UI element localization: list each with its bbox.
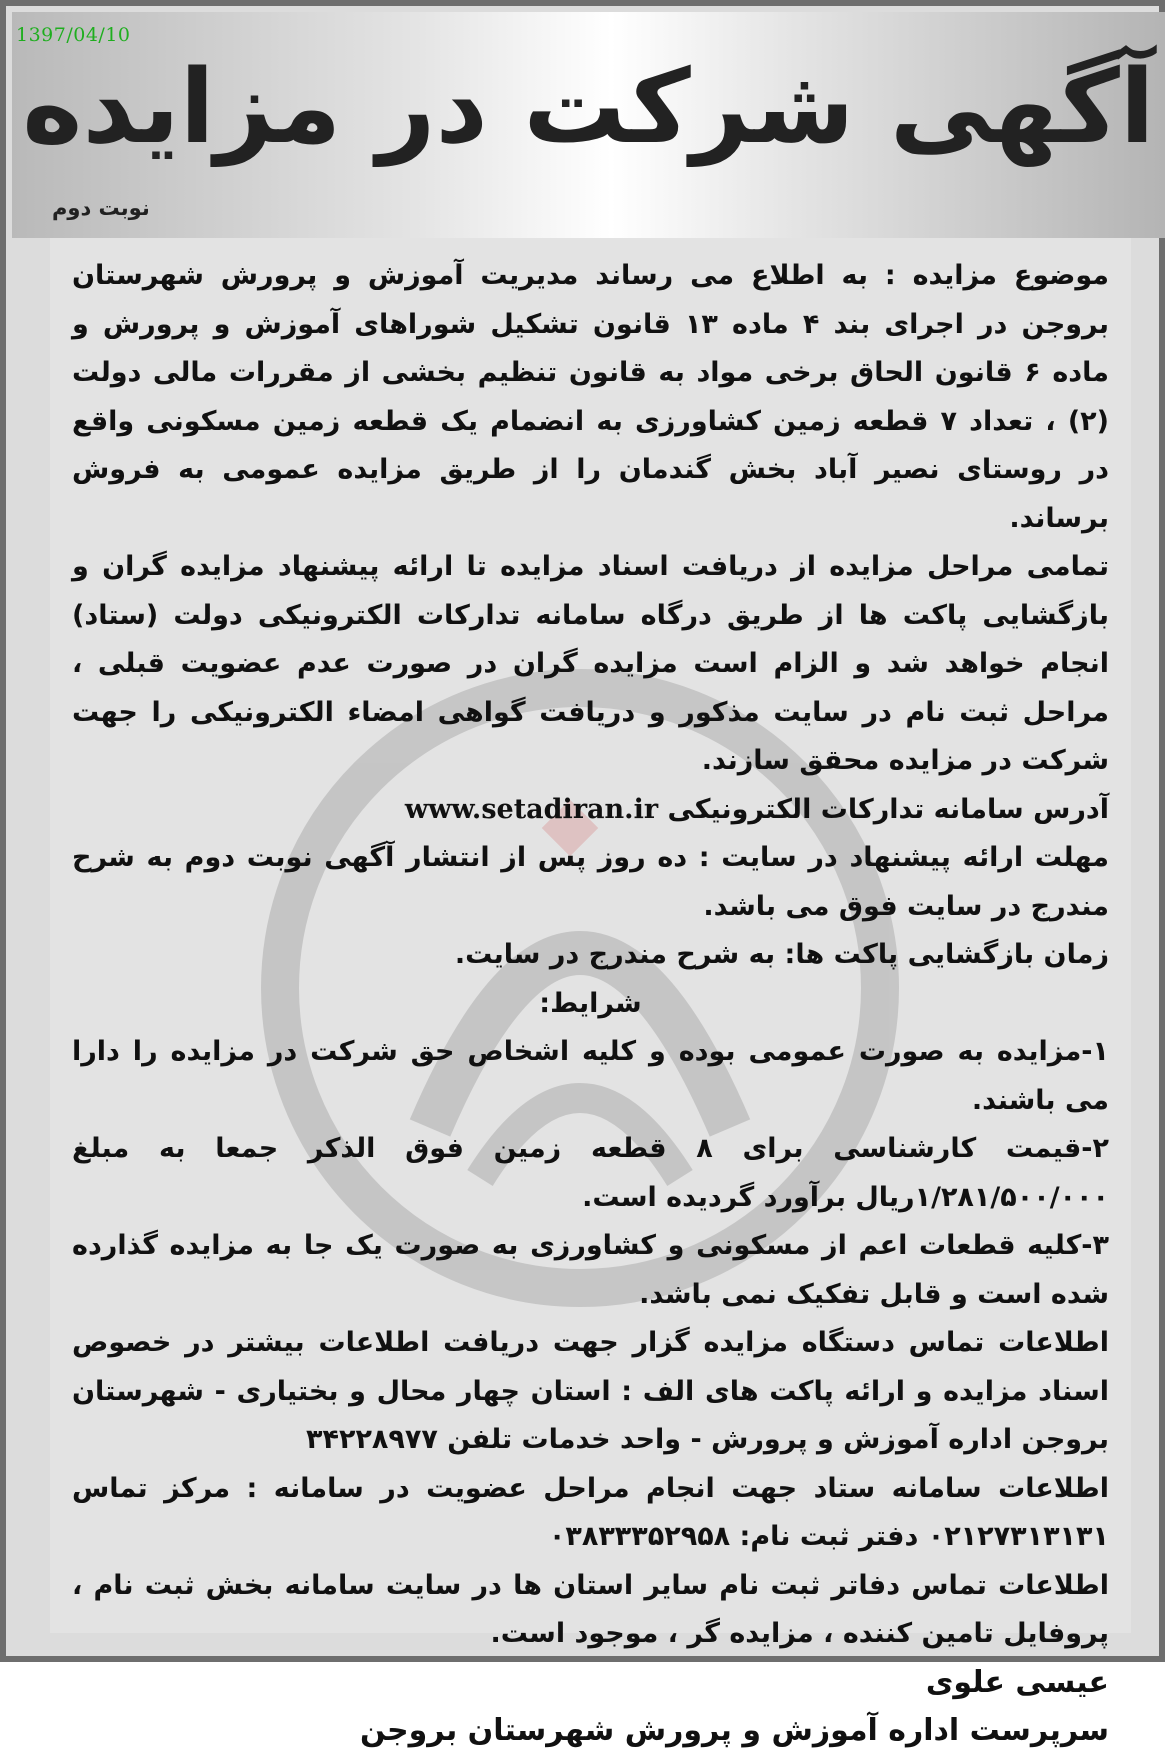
contact-other-paragraph: اطلاعات تماس دفاتر ثبت نام سایر استان ها در سایت سامانه بخش ثبت نام ، پروفایل تامین کننده ، مزایده گر ، موجود است. [72, 1569, 1109, 1649]
subject-label: موضوع مزایده : [884, 260, 1109, 291]
round-label: نوبت دوم [52, 196, 150, 220]
condition-item-3: ۳-کلیه قطعات اعم از مسکونی و کشاورزی به صورت یک جا به مزایده گذارده شده است و قابل تفکیک نمی باشد. [72, 1230, 1109, 1310]
conditions-heading: شرایط: [539, 987, 642, 1019]
opening-text: به شرح مندرج در سایت. [454, 939, 785, 970]
opening-paragraph [72, 931, 1109, 980]
ad-content [72, 252, 1109, 1756]
ad-body [50, 238, 1131, 1748]
date-stamp: 1397/04/10 [16, 24, 131, 46]
subject-text: به اطلاع می رساند مدیریت آموزش و پرورش شهرستان بروجن در اجرای بند ۴ ماده ۱۳ قانون تشکیل شوراهای آموزش و پرورش و ماده ۶ قانون الحاق برخی مواد به قانون تنظیم بخشی از مقررات مالی دولت (۲) ، تعداد ۷ قطعه زمین کشاورزی به انضمام یک قطعه زمین مسکونی واقع در روستای نصیر آباد بخش گندمان را از طریق مزایده عمومی به فروش برساند. [72, 260, 1109, 534]
address-text: آدرس سامانه تدارکات الکترونیکی [658, 793, 1109, 825]
setad-url-link[interactable]: www.setadiran.ir [404, 793, 659, 825]
condition-item-1: ۱-مزایده به صورت عمومی بوده و کلیه اشخاص حق شرکت در مزایده را دارا می باشند. [72, 1036, 1109, 1116]
address-line [72, 786, 1109, 835]
page-title: آگهی شرکت در مزایده [22, 48, 1155, 167]
process-paragraph: تمامی مراحل مزایده از دریافت اسناد مزایده تا ارائه پیشنهاد مزایده گران و بازگشایی پاکت ها از طریق درگاه سامانه تدارکات الکترونیکی دولت (ستاد) انجام خواهد شد و الزام است مزایده گران در صورت عدم عضویت قبلی ، مراحل ثبت نام در سایت مذکور و دریافت گواهی امضاء الکترونیکی را جهت شرکت در مزایده محقق سازند. [72, 551, 1109, 776]
subject-paragraph [72, 252, 1109, 543]
contact-setad-paragraph: اطلاعات سامانه ستاد جهت انجام مراحل عضویت در سامانه : مرکز تماس ۰۲۱۲۷۳۱۳۱۳۱ دفتر ثبت نام: ۰۳۸۳۳۳۵۲۹۵۸ [72, 1472, 1109, 1552]
signer-title: سرپرست اداره آموزش و پرورش شهرستان بروجن [360, 1713, 1109, 1748]
header-band [12, 12, 1165, 238]
condition-item-2: ۲-قیمت کارشناسی برای ۸ قطعه زمین فوق الذکر جمعا به مبلغ ۱/۲۸۱/۵۰۰/۰۰۰ریال برآورد گردیده است. [72, 1133, 1109, 1213]
contact-office-paragraph: اطلاعات تماس دستگاه مزایده گزار جهت دریافت اطلاعات بیشتر در خصوص اسناد مزایده و ارائه پاکت های الف : استان چهار محال و بختیاری - شهرستان بروجن اداره آموزش و پرورش - واحد خدمات تلفن ۳۴۲۲۸۹۷۷ [72, 1327, 1109, 1455]
signer-name: عیسی علوی [925, 1664, 1109, 1700]
deadline-text: ده روز پس از انتشار آگهی نوبت دوم به شرح مندرج در سایت فوق می باشد. [72, 842, 1109, 922]
deadline-paragraph [72, 834, 1109, 931]
deadline-label: مهلت ارائه پیشنهاد در سایت : [698, 842, 1109, 873]
opening-label: زمان بازگشایی پاکت ها: [784, 939, 1109, 970]
